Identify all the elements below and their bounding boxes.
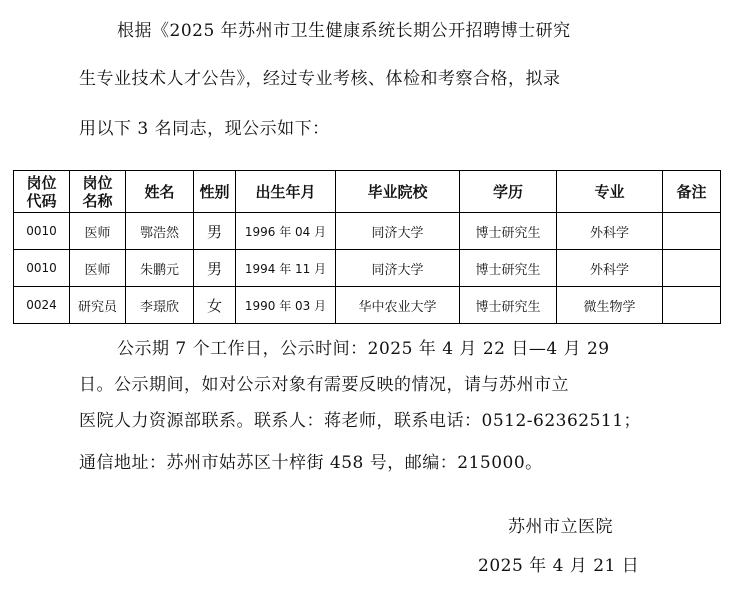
cell-name: 鄂浩然 xyxy=(126,213,194,250)
cell-school: 同济大学 xyxy=(336,213,460,250)
table-header-row xyxy=(14,171,721,213)
header-name: 姓名 xyxy=(126,171,194,213)
notice-line-2: 日。公示期间，如对公示对象有需要反映的情况，请与苏州市立 xyxy=(79,375,569,395)
cell-remark xyxy=(663,250,721,287)
signature-date: 2025 年 4 月 21 日 xyxy=(478,556,640,576)
header-degree: 学历 xyxy=(460,171,557,213)
cell-school: 同济大学 xyxy=(336,250,460,287)
cell-name: 朱鹏元 xyxy=(126,250,194,287)
cell-gender: 男 xyxy=(194,213,236,250)
header-birth: 出生年月 xyxy=(236,171,336,213)
notice-line-4: 通信地址：苏州市姑苏区十梓街 458 号，邮编：215000。 xyxy=(79,453,543,473)
header-post-name: 岗位 名称 xyxy=(70,171,126,213)
header-gender: 性别 xyxy=(194,171,236,213)
cell-birth: 1990 年 03 月 xyxy=(236,287,336,324)
cell-post-name: 医师 xyxy=(70,250,126,287)
cell-major: 微生物学 xyxy=(557,287,663,324)
notice-line-1: 公示期 7 个工作日，公示时间：2025 年 4 月 22 日—4 月 29 xyxy=(117,339,610,359)
header-school: 毕业院校 xyxy=(336,171,460,213)
candidate-table xyxy=(13,170,721,324)
cell-post-name: 医师 xyxy=(70,213,126,250)
cell-gender: 男 xyxy=(194,250,236,287)
cell-major: 外科学 xyxy=(557,250,663,287)
header-major: 专业 xyxy=(557,171,663,213)
notice-line-3: 医院人力资源部联系。联系人：蒋老师，联系电话：0512-62362511； xyxy=(79,411,642,431)
intro-line-2: 生专业技术人才公告》，经过专业考核、体检和考察合格，拟录 xyxy=(79,69,561,89)
header-post-code: 岗位 代码 xyxy=(14,171,70,213)
cell-post-name: 研究员 xyxy=(70,287,126,324)
cell-degree: 博士研究生 xyxy=(460,213,557,250)
cell-major: 外科学 xyxy=(557,213,663,250)
table-row xyxy=(14,287,721,324)
cell-gender: 女 xyxy=(194,287,236,324)
cell-degree: 博士研究生 xyxy=(460,287,557,324)
cell-degree: 博士研究生 xyxy=(460,250,557,287)
cell-post-code: 0010 xyxy=(14,250,70,287)
cell-post-code: 0010 xyxy=(14,213,70,250)
intro-line-3: 用以下 3 名同志，现公示如下： xyxy=(79,119,330,139)
table-row xyxy=(14,250,721,287)
cell-school: 华中农业大学 xyxy=(336,287,460,324)
cell-name: 李璟欣 xyxy=(126,287,194,324)
table-row xyxy=(14,213,721,250)
cell-remark xyxy=(663,213,721,250)
cell-birth: 1994 年 11 月 xyxy=(236,250,336,287)
cell-remark xyxy=(663,287,721,324)
header-remark: 备注 xyxy=(663,171,721,213)
cell-birth: 1996 年 04 月 xyxy=(236,213,336,250)
cell-post-code: 0024 xyxy=(14,287,70,324)
intro-line-1: 根据《2025 年苏州市卫生健康系统长期公开招聘博士研究 xyxy=(117,21,571,41)
signature-org: 苏州市立医院 xyxy=(508,517,613,537)
